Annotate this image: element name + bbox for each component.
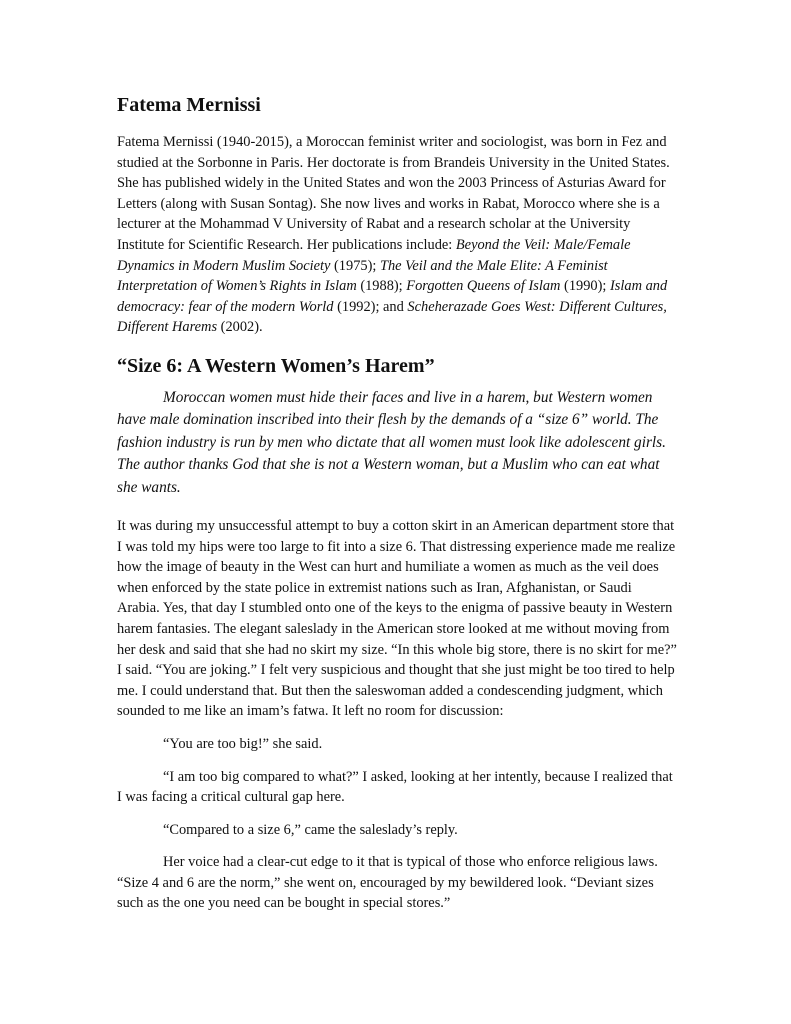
book-title: Scheherazade Goes West: Different Cultures, Different Harems bbox=[117, 298, 667, 336]
bio-text: (2002). bbox=[217, 319, 263, 336]
bio-text: (1992); and bbox=[333, 298, 408, 315]
author-heading: Fatema Mernissi bbox=[117, 94, 261, 116]
bio-text: (1988); bbox=[356, 278, 407, 295]
essay-title: “Size 6: A Western Women’s Harem” bbox=[117, 354, 435, 377]
bio-text: (1975); bbox=[330, 257, 380, 274]
body-paragraph: Her voice had a clear-cut edge to it that is typical of those who enforce religious laws. “Size 4 and 6 are the norm,” she went on, encouraged by my bewildered look. “Deviant sizes such as the one you need can be bought in special stores.” bbox=[117, 854, 658, 912]
book-title: Islam and democracy: fear of the modern World bbox=[117, 278, 668, 315]
essay-abstract: Moroccan women must hide their faces and live in a harem, but Western women have male domination inscribed into their flesh by the demands of a “size 6” world. The fashion industry is run by men who dictate that all women must look like adolescent girls. The author thanks God that she is not a Western woman, but a Muslim who can eat what she wants. bbox=[117, 388, 666, 496]
body-paragraph: It was during my unsuccessful attempt to buy a cotton skirt in an American department store that I was told my hips were too large to fit into a size 6. That distressing experience made me realize how the image of beauty in the West can hurt and humiliate a women as much as the veil does when enforced by the state police in extremist nations such as Iran, Afghanistan, or Saudi Arabia. Yes, that day I stumbled onto one of the keys to the enigma of passive beauty in Western harem fantasies. The elegant saleslady in the American store looked at me without moving from her desk and said that she had no skirt my size. “In this whole big store, there is no skirt for me?” I said. “You are joking.” I felt very suspicious and thought that she just might be too tired to help me. I could understand that. But then the saleswoman added a condescending judgment, which sounded to me like an imam’s fatwa. It left no room for discussion: bbox=[117, 517, 677, 720]
body-paragraph: “I am too big compared to what?” I asked, looking at her intently, because I realized that I was facing a critical cultural gap here. bbox=[117, 768, 673, 806]
document-page bbox=[117, 92, 677, 926]
body-paragraph: “You are too big!” she said. bbox=[163, 735, 323, 752]
book-title: Beyond the Veil: Male/Female Dynamics in Modern Muslim Society bbox=[117, 236, 631, 274]
author-bio bbox=[117, 132, 677, 338]
bio-text: Fatema Mernissi (1940-2015), a Moroccan feminist writer and sociologist, was born in Fez and studied at the Sorbonne in Paris. Her doctorate is from Brandeis University in the United States. She has published widely in the United States and won the 2003 Princess of Asturias Award for Letters (along with Susan Sontag). She now lives and works in Rabat, Morocco where she is a lecturer at the Mohammad V University of Rabat and a research scholar at the University Institute for Scientific Research. Her publications include: bbox=[117, 134, 670, 253]
body-paragraph: “Compared to a size 6,” came the saleslady’s reply. bbox=[163, 821, 458, 838]
book-title: Forgotten Queens of Islam bbox=[406, 278, 561, 295]
bio-text: (1990); bbox=[560, 278, 610, 295]
book-title: The Veil and the Male Elite: A Feminist Interpretation of Women’s Rights in Islam bbox=[117, 257, 608, 295]
